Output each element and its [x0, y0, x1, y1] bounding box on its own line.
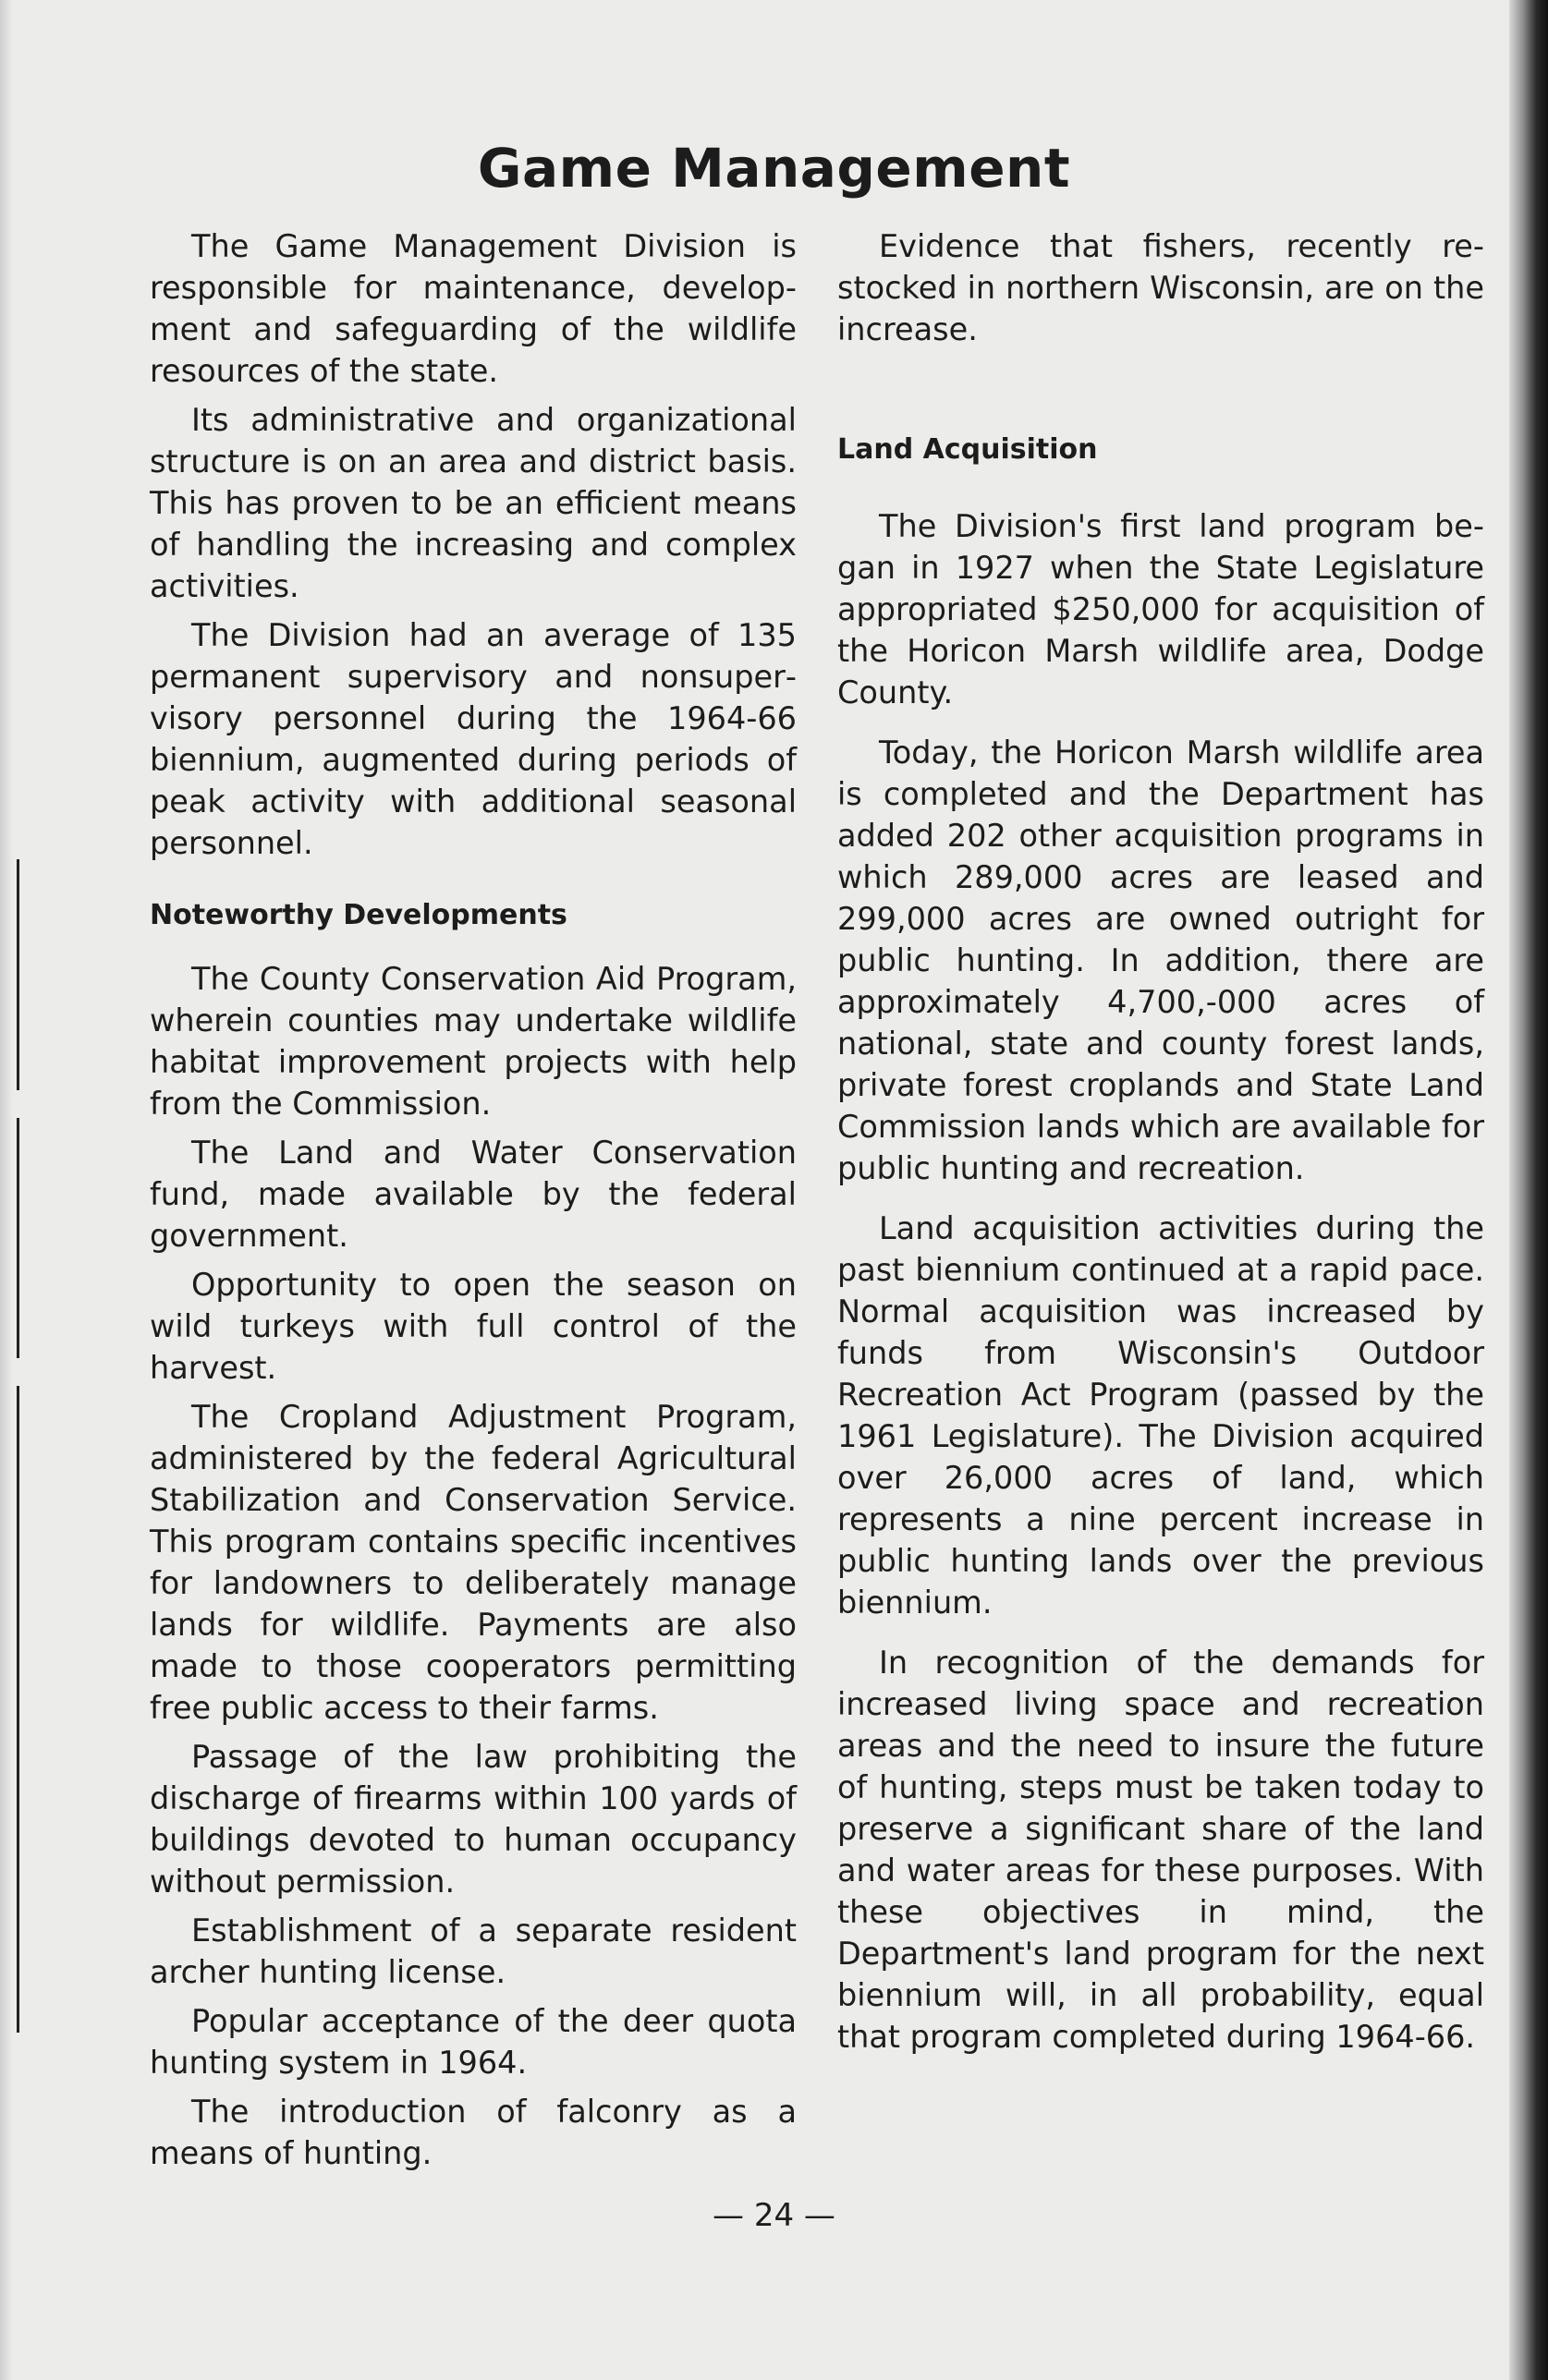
noteworthy-item: Establishment of a separate resident archer hunting license. [150, 1912, 797, 1990]
land-paragraph: Land acquisition activities during the past biennium continued at a rapid pace. Normal acquisition was increased by funds from Wisconsin's Outdoor Recreation Act Program (passed by the 1961 Legislature). The Division acquired over 26,000 acres of land, which represents a nine percent increase in public hunting lands over the previous biennium. [837, 1210, 1484, 1621]
land-paragraph: In recognition of the demands for increased living space and recreation areas and the need to insure the future of hunting, steps must be taken today to preserve a significant share of the land and water areas for these purposes. With these objectives in mind, the Department's land program for the next biennium will, in all probability, equal that program completed during 1964-66. [837, 1645, 1484, 2055]
right-column [837, 225, 1484, 2076]
intro-paragraph: Its administrative and organizational structure is on an area and district basis. This has proven to be an efficient means of handling the increasing and complex activities. [150, 402, 797, 604]
land-paragraph: Today, the Horicon Marsh wildlife area is completed and the Department has added 202 other acquisition programs in which 289,000 acres are leased and 299,000 acres are owned outright for public hunting. In addition, there are approximately 4,700,-000 acres of national, state and county forest lands, private forest croplands and State Land Commission lands which are available for public hunting and recreation. [837, 735, 1484, 1186]
intro-paragraph: The Division had an average of 135 permanent supervisory and nonsupervisory personnel during the 1964-66 biennium, augmented during periods of peak activity with additional seasonal personnel. [150, 617, 797, 861]
margin-mark [17, 1386, 19, 2033]
page-title: Game Management [477, 137, 1071, 200]
noteworthy-item: Popular acceptance of the deer quota hunting system in 1964. [150, 2003, 797, 2081]
land-paragraph: The Division's first land program began in 1927 when the State Legislature appropriated $250,000 for acquisition of the Horicon Marsh wildlife area, Dodge County. [837, 508, 1484, 710]
margin-mark [17, 1118, 19, 1358]
intro-paragraph: The Game Management Division is responsible for maintenance, development and safeguarding of the wildlife resources of the state. [150, 228, 797, 389]
noteworthy-item: The Cropland Adjustment Program, administered by the federal Agricultural Stabilization and Conservation Service. This program contains specific incentives for landowners to deliberately manage lands for wildlife. Payments are also made to those cooperators permitting free public access to their farms. [150, 1399, 797, 1726]
land-acquisition-heading: Land Acquisition [837, 433, 1098, 466]
page-left-shadow [0, 0, 13, 2380]
binding-edge [1509, 0, 1548, 2380]
left-column [150, 225, 797, 2181]
noteworthy-heading: Noteworthy Developments [150, 899, 567, 931]
noteworthy-item: The introduction of falconry as a means of hunting. [150, 2094, 797, 2171]
margin-mark [17, 859, 19, 1090]
noteworthy-item: The County Conservation Aid Program, wherein counties may undertake wildlife habitat improvement projects with help from the Commission. [150, 961, 797, 1122]
fishers-paragraph: Evidence that fishers, recently restocked in northern Wisconsin, are on the increase. [837, 228, 1484, 347]
page-number: — 24 — [713, 2197, 835, 2234]
noteworthy-item: Passage of the law prohibiting the discharge of firearms within 100 yards of buildings devoted to human occupancy without permission. [150, 1739, 797, 1900]
noteworthy-item: The Land and Water Conservation fund, made available by the federal government. [150, 1135, 797, 1254]
noteworthy-item: Opportunity to open the season on wild turkeys with full control of the harvest. [150, 1267, 797, 1386]
